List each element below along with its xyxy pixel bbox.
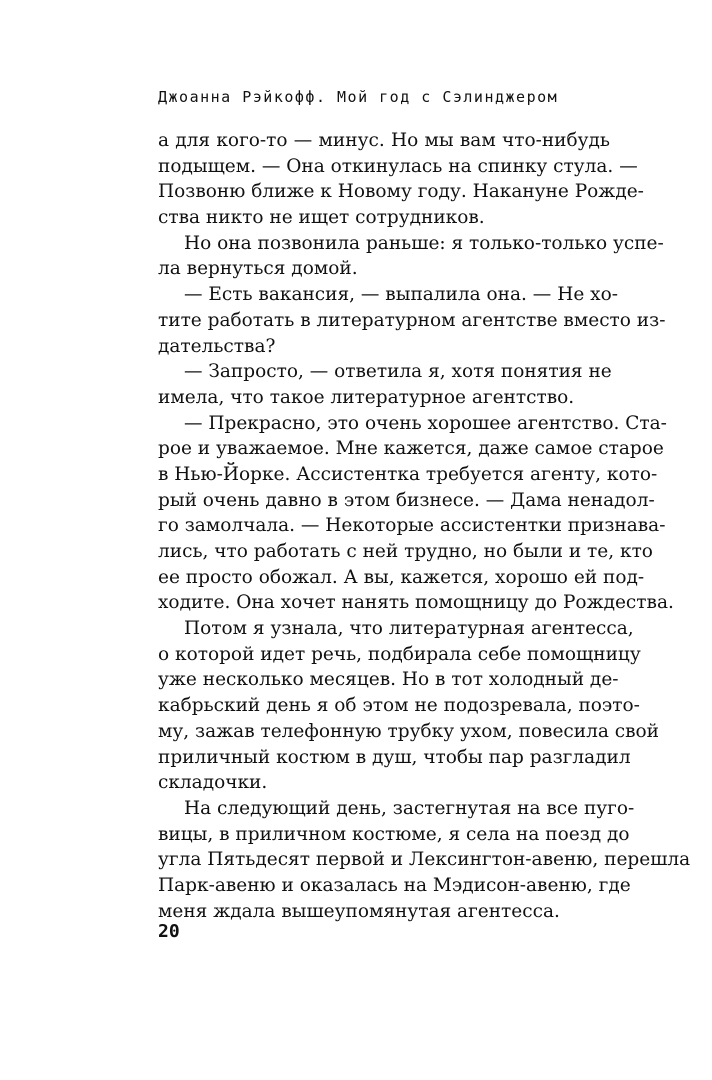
text-line: На следующий день, застегнутая на все пуго- xyxy=(184,797,635,819)
text-line: рый очень давно в этом бизнесе. — Дама ненадол- xyxy=(158,489,655,511)
text-line: Потом я узнала, что литературная агентесса, xyxy=(184,618,634,640)
text-line: лись, что работать с ней трудно, но были и те, кто xyxy=(158,541,653,562)
text-line: Парк-авеню и оказалась на Мэдисон-авеню, где xyxy=(158,874,631,896)
text-line: — Прекрасно, это очень хорошее агентство. Ста- xyxy=(184,412,667,434)
text-line: меня ждала вышеупомянутая агентесса. xyxy=(158,900,560,922)
text-line: — Есть вакансия, — выпалила она. — Не хо- xyxy=(184,284,618,306)
text-line: ходите. Она хочет нанять помощницу до Рождества. xyxy=(158,592,674,614)
text-line: — Запросто, — ответила я, хотя понятия не xyxy=(184,361,612,383)
text-line: приличный костюм в душ, чтобы пар разгладил xyxy=(158,746,631,768)
text-line: дательства? xyxy=(158,335,276,357)
text-line: складочки. xyxy=(158,772,268,794)
text-line: му, зажав телефонную трубку ухом, повесила свой xyxy=(158,720,659,742)
text-line: ла вернуться домой. xyxy=(158,258,358,280)
text-line: подыщем. — Она откинулась на спинку стула. — xyxy=(158,155,638,177)
running-title: Джоанна Рэйкофф. Мой год с Сэлинджером xyxy=(158,88,559,106)
text-line: тите работать в литературном агентстве вместо из- xyxy=(158,309,666,331)
text-line: кабрьский день я об этом не подозревала, поэто- xyxy=(158,695,640,717)
text-line: Позвоню ближе к Новому году. Накануне Рожде- xyxy=(158,181,644,203)
text-line: угла Пятьдесят первой и Лексингтон-авеню, перешла xyxy=(158,849,691,871)
text-line: а для кого-то — минус. Но мы вам что-нибудь xyxy=(158,130,610,151)
text-line: рое и уважаемое. Мне кажется, даже самое старое xyxy=(158,438,664,460)
text-line: имела, что такое литературное агентство. xyxy=(158,386,575,408)
text-line: о которой идет речь, подбирала себе помощницу xyxy=(158,643,641,665)
text-line: уже несколько месяцев. Но в тот холодный де- xyxy=(158,669,619,691)
body-text xyxy=(158,128,691,924)
text-line: вицы, в приличном костюме, я села на поезд до xyxy=(158,823,630,845)
text-line: Но она позвонила раньше: я только-только успе- xyxy=(184,232,664,254)
page-number: 20 xyxy=(158,921,180,942)
text-line: ства никто не ищет сотрудников. xyxy=(158,207,485,229)
text-line: го замолчала. — Некоторые ассистентки признава- xyxy=(158,515,666,537)
text-line: ее просто обожал. А вы, кажется, хорошо ей под- xyxy=(158,566,645,588)
text-line: в Нью-Йорке. Ассистентка требуется агенту, кото- xyxy=(158,463,658,485)
